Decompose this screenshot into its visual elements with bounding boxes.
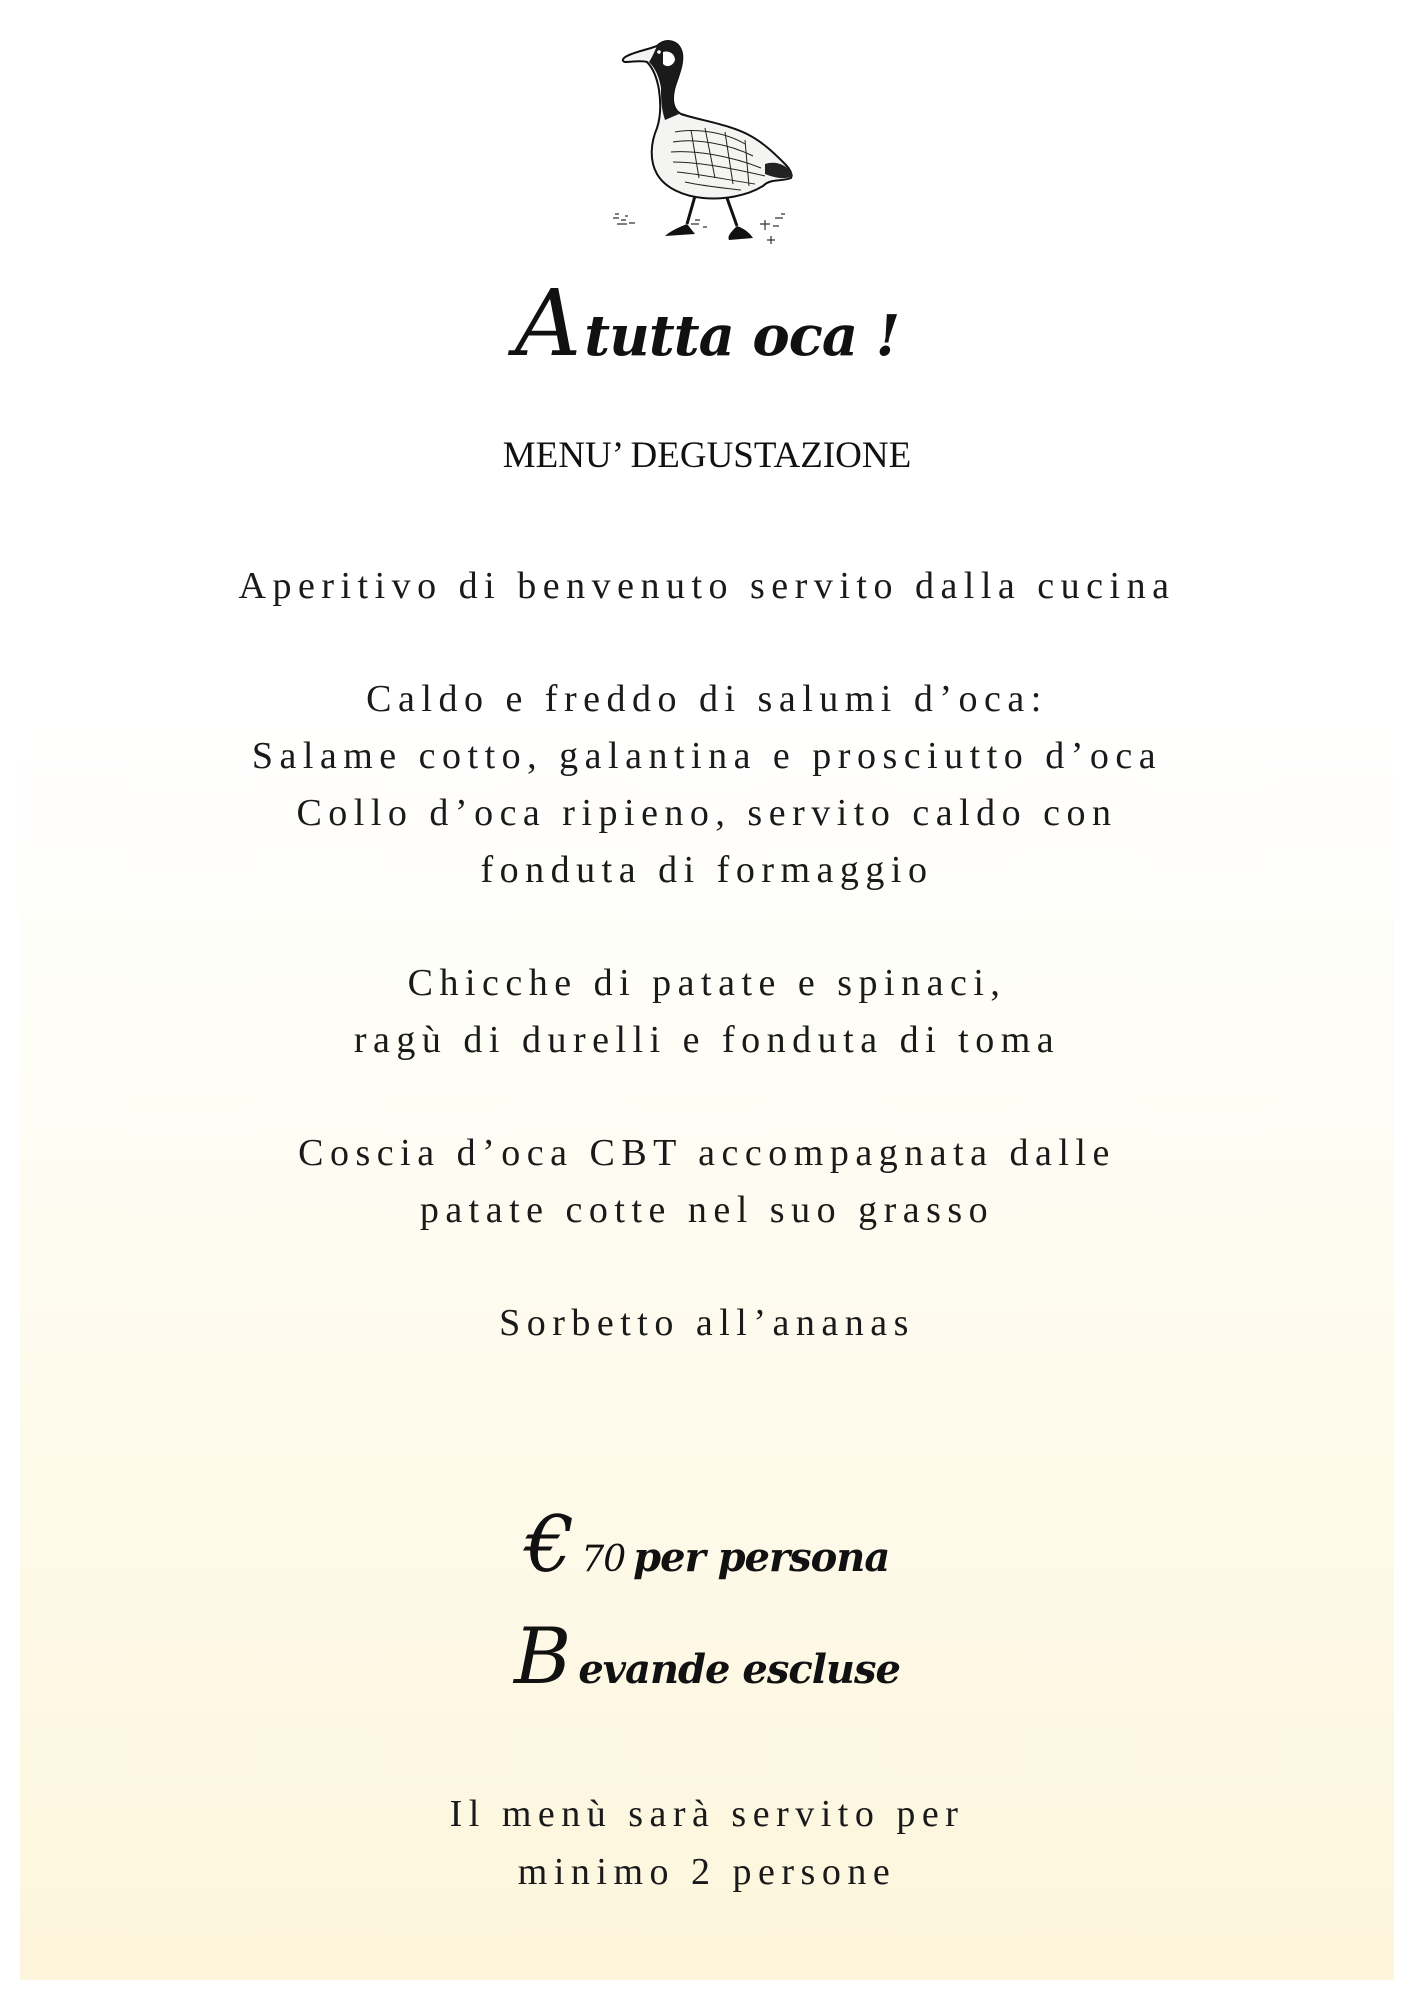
course-coscia	[0, 1125, 1414, 1239]
course-line: Sorbetto all’ananas	[499, 1302, 915, 1344]
course-line: Coscia d’oca CBT accompagnata dalle	[298, 1132, 1116, 1174]
drinks-excluded-line	[0, 1612, 1414, 1702]
course-line: ragù di durelli e fonduta di toma	[353, 1019, 1061, 1061]
price-amount: 70	[581, 1539, 626, 1580]
course-sorbetto	[0, 1295, 1414, 1352]
course-line: Aperitivo di benvenuto servito dalla cucina	[238, 565, 1176, 607]
note-line: Il menù sarà servito per	[449, 1793, 965, 1835]
goose-illustration-icon	[595, 28, 825, 253]
currency-symbol: €	[524, 1500, 574, 1590]
menu-subtitle: MENU’ DEGUSTAZIONE	[502, 435, 912, 476]
course-line: Salame cotto, galantina e prosciutto d’oca	[251, 735, 1163, 777]
minimum-persons-note	[0, 1785, 1414, 1901]
course-line: Caldo e freddo di salumi d’oca:	[366, 678, 1048, 720]
title-text: tutta oca !	[584, 303, 900, 369]
price-per-person: per persona	[633, 1534, 890, 1581]
course-salumi	[0, 671, 1414, 899]
drinks-text: evande escluse	[578, 1646, 900, 1693]
drinks-initial: B	[514, 1612, 571, 1702]
course-line: Collo d’oca ripieno, servito caldo con	[296, 792, 1118, 834]
note-line: minimo 2 persone	[517, 1851, 897, 1893]
course-line: patate cotte nel suo grasso	[419, 1189, 995, 1231]
course-line: fonduta di formaggio	[480, 849, 934, 891]
course-line: Chicche di patate e spinaci,	[407, 962, 1007, 1004]
course-aperitivo	[0, 558, 1414, 615]
course-chicche	[0, 955, 1414, 1069]
title-initial: A	[514, 270, 581, 377]
menu-title	[0, 270, 1414, 377]
price-line	[0, 1500, 1414, 1590]
